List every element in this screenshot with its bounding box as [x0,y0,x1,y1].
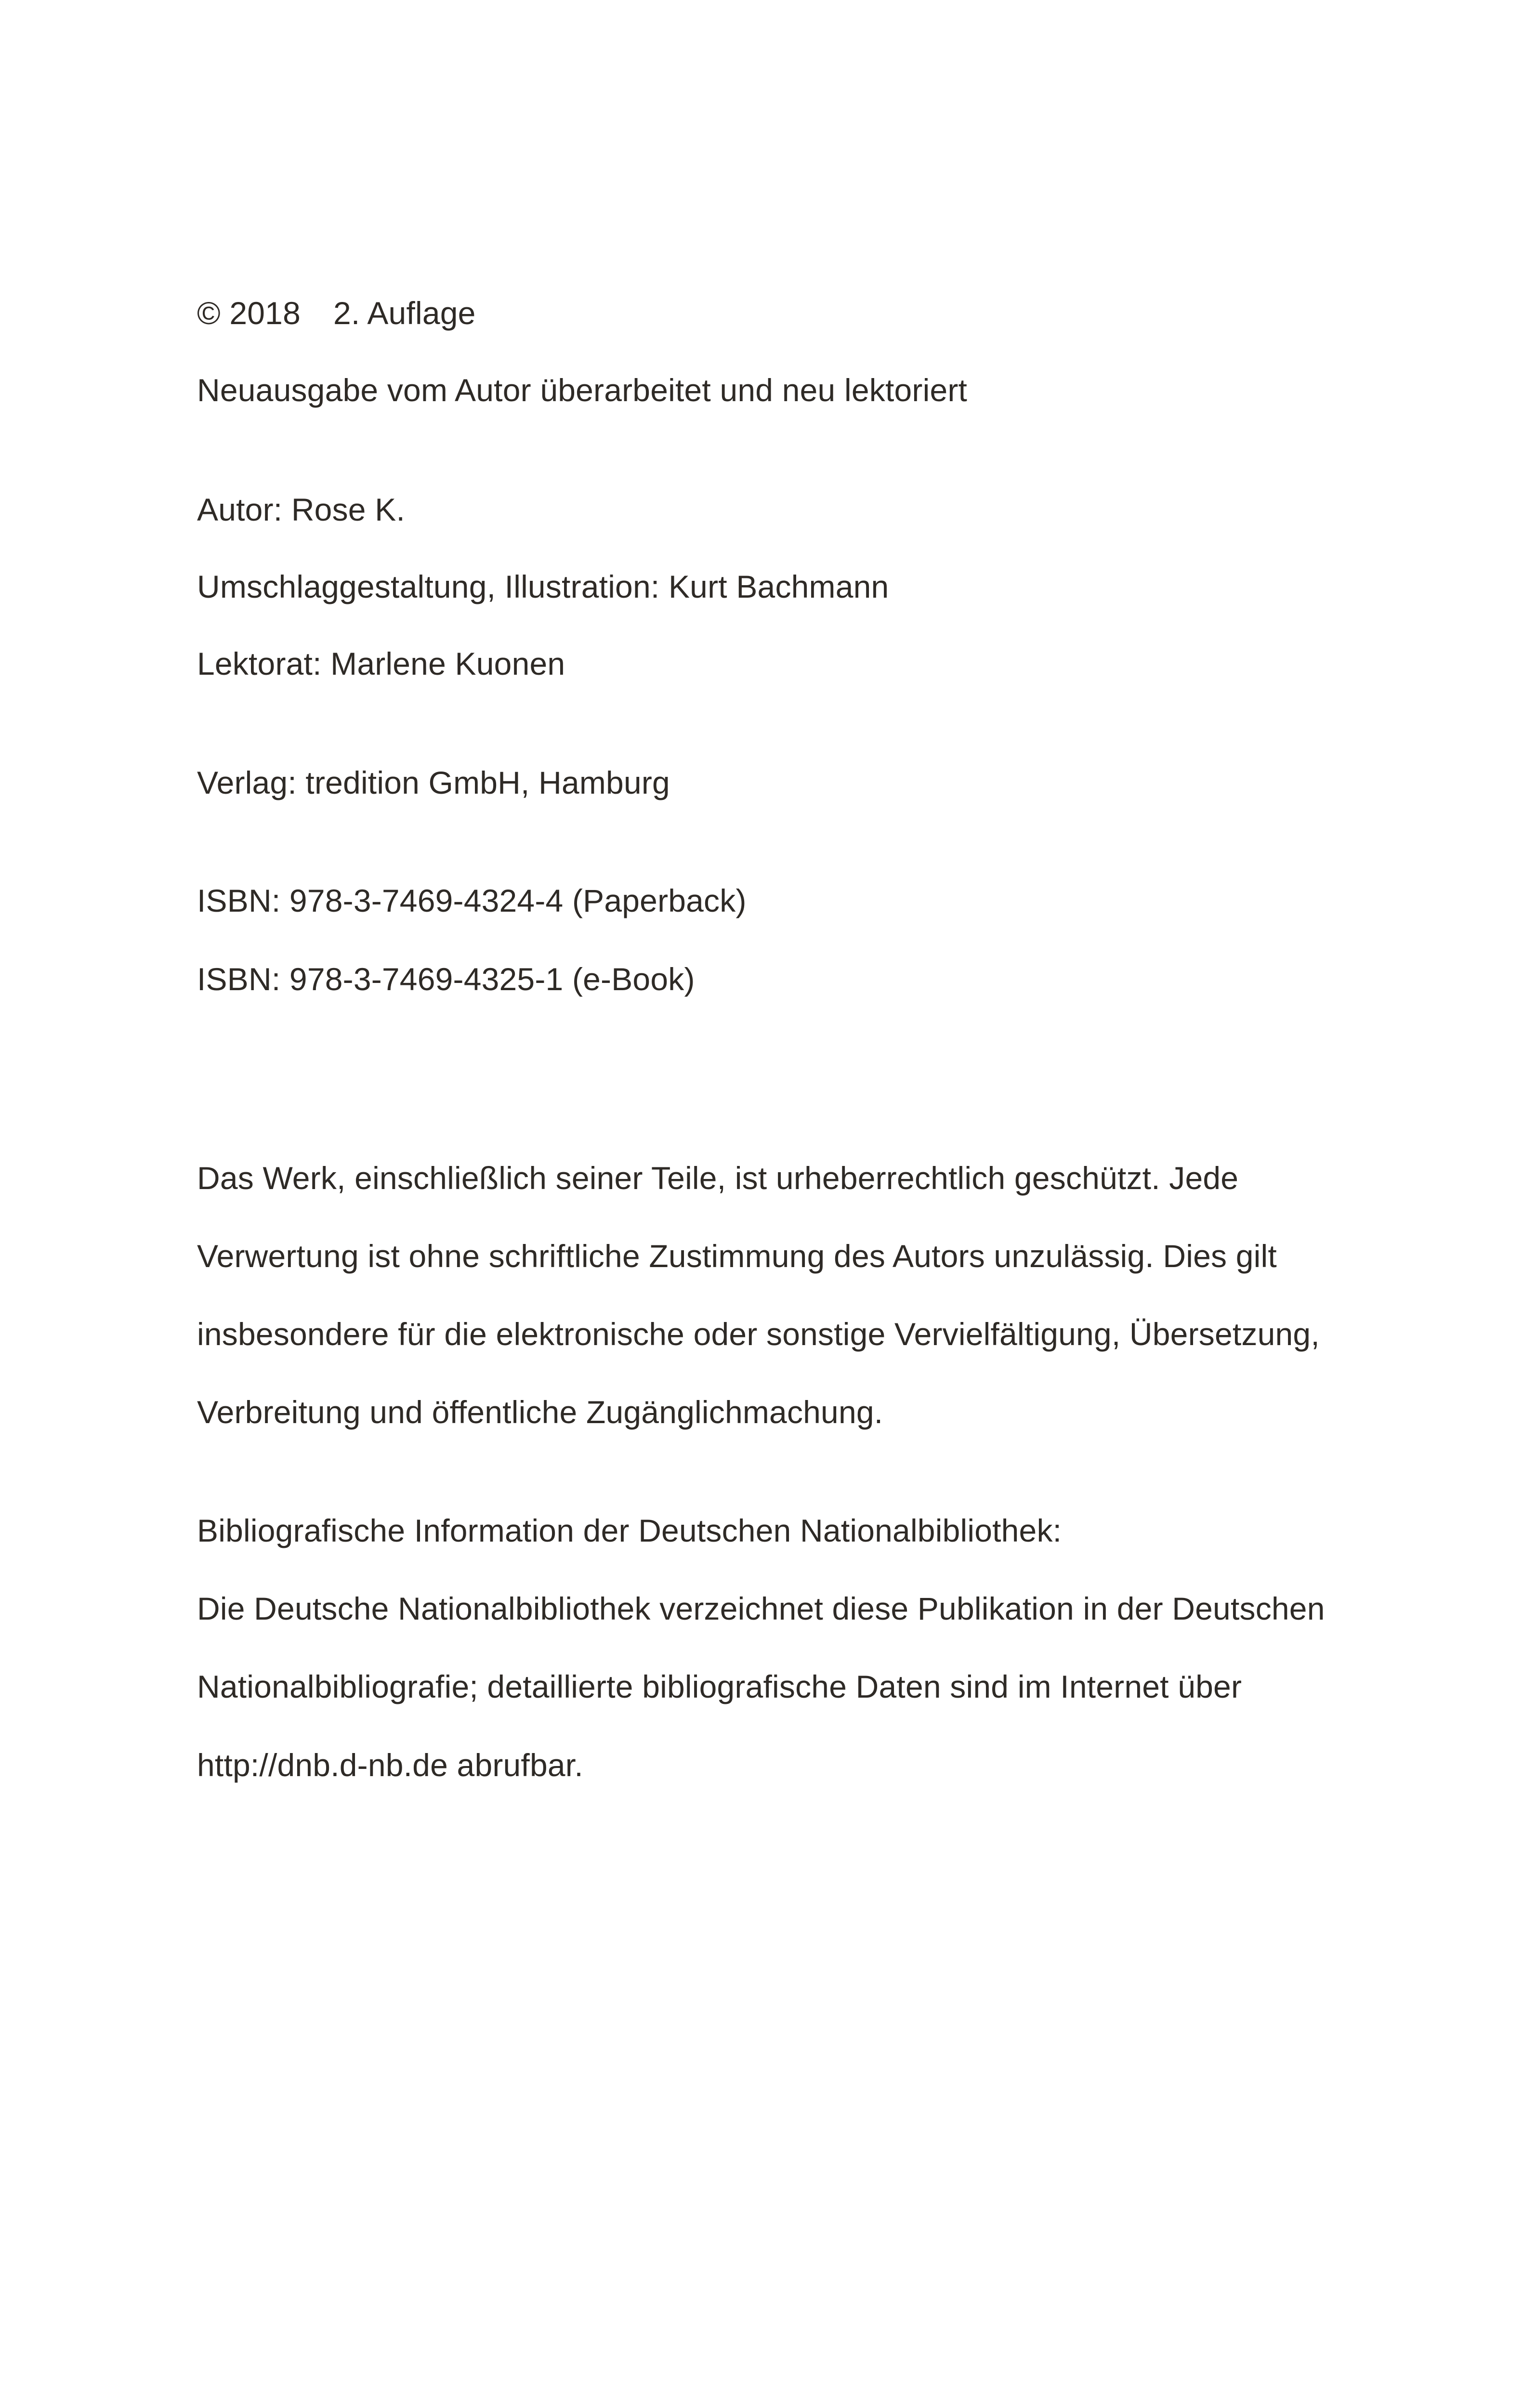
copyright-edition-line [197,294,476,332]
bibliographic-line-1: Die Deutsche Nationalbibliothek verzeichnet diese Publikation in der Deutschen [197,1591,1325,1626]
edition: 2. Auflage [333,295,476,331]
copyright-notice-line-1: Das Werk, einschließlich seiner Teile, ist urheberrechtlich geschützt. Jede [197,1160,1239,1196]
copyright-notice-line-4: Verbreitung und öffentliche Zugänglichmachung. [197,1394,883,1430]
edition-note: Neuausgabe vom Autor überarbeitet und neu lektoriert [197,372,968,408]
author-line: Autor: Rose K. [197,492,405,527]
copyright-notice-line-2: Verwertung ist ohne schriftliche Zustimmung des Autors unzulässig. Dies gilt [197,1238,1277,1274]
isbn-paperback: ISBN: 978-3-7469-4324-4 (Paperback) [197,883,747,918]
isbn-ebook: ISBN: 978-3-7469-4325-1 (e-Book) [197,961,695,997]
publisher-line: Verlag: tredition GmbH, Hamburg [197,765,670,800]
bibliographic-line-2: Nationalbibliografie; detaillierte bibliografische Daten sind im Internet über [197,1669,1242,1704]
bibliographic-line-3: http://dnb.d-nb.de abrufbar. [197,1747,583,1783]
bibliographic-heading: Bibliografische Information der Deutschen Nationalbibliothek: [197,1513,1062,1548]
copyright-year: © 2018 [197,295,301,331]
editor-line: Lektorat: Marlene Kuonen [197,646,565,681]
cover-design-line: Umschlaggestaltung, Illustration: Kurt Bachmann [197,569,889,604]
copyright-notice-line-3: insbesondere für die elektronische oder sonstige Vervielfältigung, Übersetzung, [197,1316,1320,1352]
